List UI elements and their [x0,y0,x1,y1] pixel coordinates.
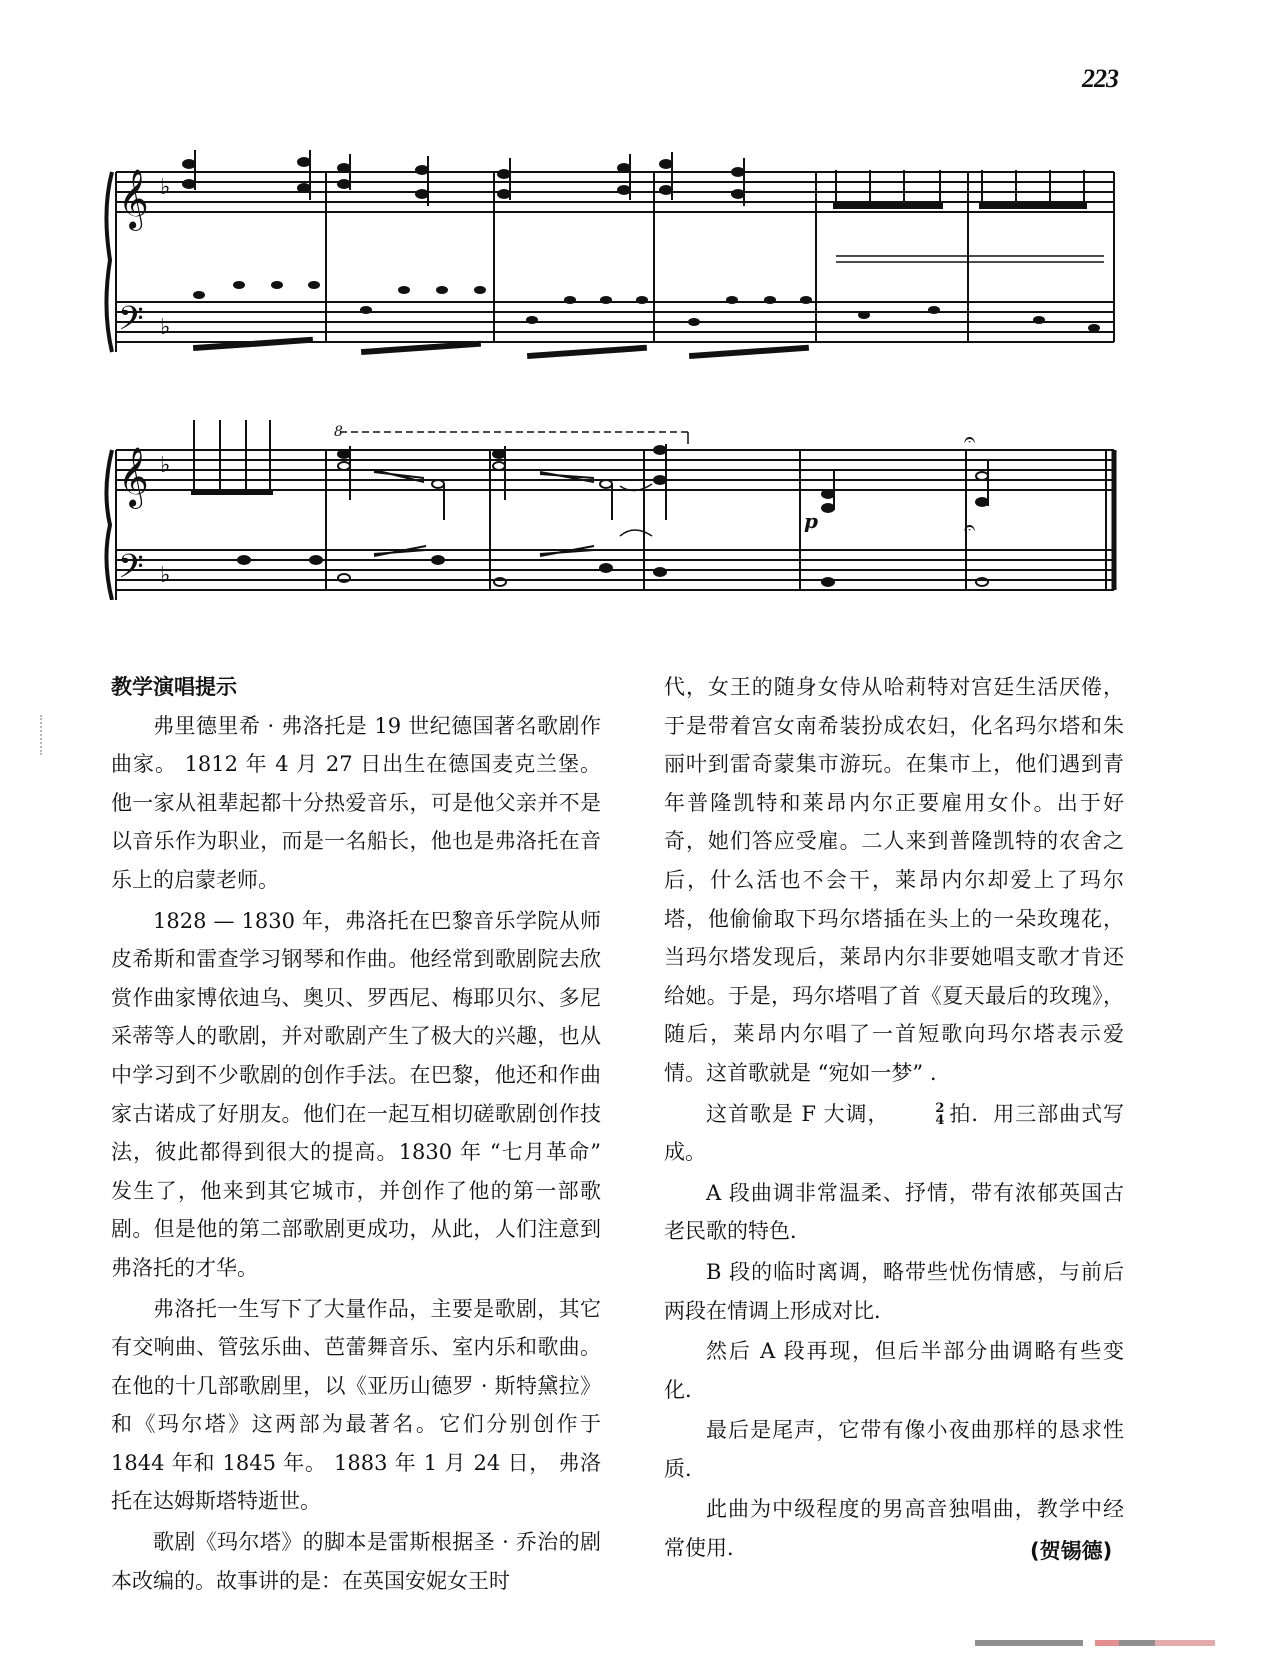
section-heading: 教学演唱提示 [111,675,237,699]
paragraph-opera-story-continued: 代，女王的随身女侍从哈莉特对宫廷生活厌倦，于是带着宫女南希装扮成农妇，化名玛尔塔和朱丽叶到雷奇蒙集市游玩。在集市上，他们遇到青年普隆凯特和莱昂内尔正要雇用女仆。出于好奇，她们答应受雇。二人来到普隆凯特的农舍之后，什么活也不会干，莱昂内尔却爱上了玛尔塔，他偷偷取下玛尔塔插在头上的一朵玫瑰花，当玛尔塔发现后，莱昂内尔非要她唱支歌才肯还给她。于是，玛尔塔唱了首《夏天最后的玫瑰》，随后，莱昂内尔唱了一首短歌向玛尔塔表示爱情。这首歌就是 “宛如一梦” . [664,675,1124,1085]
sheet-music-staff-system-1 [104,150,1124,360]
svg-text:♭: ♭ [160,175,171,200]
score-system-2 [104,410,1124,600]
score-system-1 [104,150,1124,360]
paragraph-opera-story-start: 歌剧《玛尔塔》的脚本是雷斯根据圣 · 乔治的剧本改编的。故事讲的是：在英国安妮女王时 [111,1530,601,1593]
time-signature-bottom: 4 [935,1113,945,1129]
svg-text:𝄞: 𝄞 [118,169,149,229]
form-text: 拍．用三部曲式写成。 [664,1101,1125,1165]
author-signature: (贺锡德) [1030,1539,1113,1563]
svg-text:♭: ♭ [160,315,171,340]
sheet-music-staff-system-2 [104,410,1124,600]
svg-text:𝄢: 𝄢 [118,300,144,346]
page-number: 223 [1082,64,1118,93]
ottava-mark: 8 [334,424,343,440]
svg-text:♭: ♭ [160,453,171,478]
svg-text:𝄢: 𝄢 [118,548,144,594]
svg-text:𝄐: 𝄐 [964,515,976,539]
svg-text:♭: ♭ [160,563,171,588]
scan-artifact [40,715,45,755]
paragraph-section-a-reprise: 然后 A 段再现，但后半部分曲调略有些变化． [664,1339,1124,1402]
paragraph-coda: 最后是尾声，它带有像小夜曲那样的恳求性质． [664,1418,1124,1481]
paragraph-works: 弗洛托一生写下了大量作品，主要是歌剧，其它有交响曲、管弦乐曲、芭蕾舞音乐、室内乐和歌曲。在他的十几部歌剧里，以《亚历山德罗 · 斯特黛拉》和《玛尔塔》这两部为最著名。它们分别创作于 1844 年和 1845 年。 1883 年 1 月 24 日， 弗洛托在达姆斯塔特逝世。 [111,1296,601,1514]
key-text: 这首歌是 F 大调， [706,1101,890,1126]
paragraph-paris-studies: 1828 — 1830 年，弗洛托在巴黎音乐学院从师皮希斯和雷查学习钢琴和作曲。他经常到歌剧院去欣赏作曲家博依迪乌、奥贝、罗西尼、梅耶贝尔、多尼采蒂等人的歌剧，并对歌剧产生了极大的兴趣，也从中学习到不少歌剧的创作手法。在巴黎，他还和作曲家古诺成了好朋友。他们在一起互相切磋歌剧创作技法，彼此都得到很大的提高。1830 年 “七月革命” 发生了，他来到其它城市，并创作了他的第一部歌剧。但是他的第二部歌剧更成功，从此，人们注意到弗洛托的才华。 [111,908,601,1280]
time-signature [893,1103,944,1127]
svg-text:𝄞: 𝄞 [118,447,149,507]
dynamic-piano-mark: p [804,509,818,533]
article-left-column [111,668,601,1602]
paragraph-biography: 弗里德里希 · 弗洛托是 19 世纪德国著名歌剧作曲家。 1812 年 4 月 27 日出生在德国麦克兰堡。他一家从祖辈起都十分热爱音乐，可是他父亲并不是以音乐作为职业，而是一名船长，他也是弗洛托在音乐上的启蒙老师。 [111,713,601,892]
paragraph-teaching-note: 此曲为中级程度的男高音独唱曲，教学中经常使用． [664,1497,1124,1561]
paragraph-section-b: B 段的临时离调，略带些忧伤情感，与前后两段在情调上形成对比． [664,1259,1124,1323]
paragraph-key-and-meter [664,1095,1124,1172]
article-right-column [664,668,1124,1570]
footer-watermark [975,1640,1215,1646]
time-signature-top: 2 [935,1101,945,1117]
svg-text:𝄐: 𝄐 [964,427,976,451]
paragraph-section-a: A 段曲调非常温柔、抒情，带有浓郁英国古老民歌的特色． [664,1180,1124,1244]
